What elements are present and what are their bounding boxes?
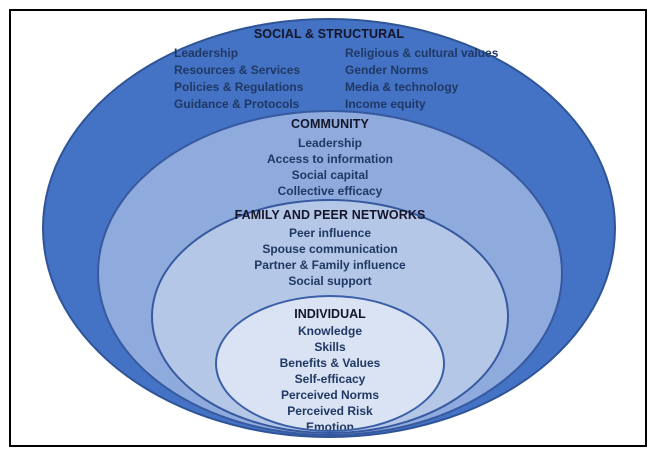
level-title-social-structural: SOCIAL & STRUCTURAL	[253, 27, 405, 41]
level-title-community: COMMUNITY	[291, 117, 369, 131]
list-item: Policies & Regulations	[174, 80, 304, 94]
individual-items	[217, 323, 443, 432]
list-item: Spouse communication	[262, 242, 398, 256]
list-item: Leadership	[297, 136, 363, 150]
list-item: Gender Norms	[345, 63, 429, 77]
list-item: Social capital	[291, 168, 369, 182]
list-item: Guidance & Protocols	[174, 97, 300, 111]
social-structural-right-column	[345, 45, 498, 113]
community-items	[97, 135, 563, 199]
list-item: Income equity	[345, 97, 426, 111]
list-item: Perceived Norms	[280, 388, 380, 402]
list-item: Emotion	[306, 420, 354, 432]
list-item: Partner & Family influence	[254, 258, 406, 272]
list-item: Social support	[288, 274, 372, 288]
list-item: Skills	[314, 340, 346, 354]
social-structural-left-column	[174, 45, 303, 113]
level-title-family-peer-networks: FAMILY AND PEER NETWORKS	[234, 208, 426, 222]
list-item: Collective efficacy	[277, 184, 383, 198]
list-item: Leadership	[174, 46, 239, 60]
list-item: Peer influence	[288, 226, 372, 240]
list-item: Perceived Risk	[287, 404, 373, 418]
list-item: Knowledge	[297, 324, 362, 338]
list-item: Religious & cultural values	[345, 46, 499, 60]
family-peer-items	[151, 225, 509, 289]
level-title-individual: INDIVIDUAL	[294, 307, 366, 321]
ellipse-individual	[215, 295, 445, 432]
list-item: Self-efficacy	[294, 372, 366, 386]
list-item: Benefits & Values	[279, 356, 381, 370]
list-item: Access to information	[266, 152, 394, 166]
list-item: Media & technology	[345, 80, 459, 94]
list-item: Resources & Services	[174, 63, 301, 77]
